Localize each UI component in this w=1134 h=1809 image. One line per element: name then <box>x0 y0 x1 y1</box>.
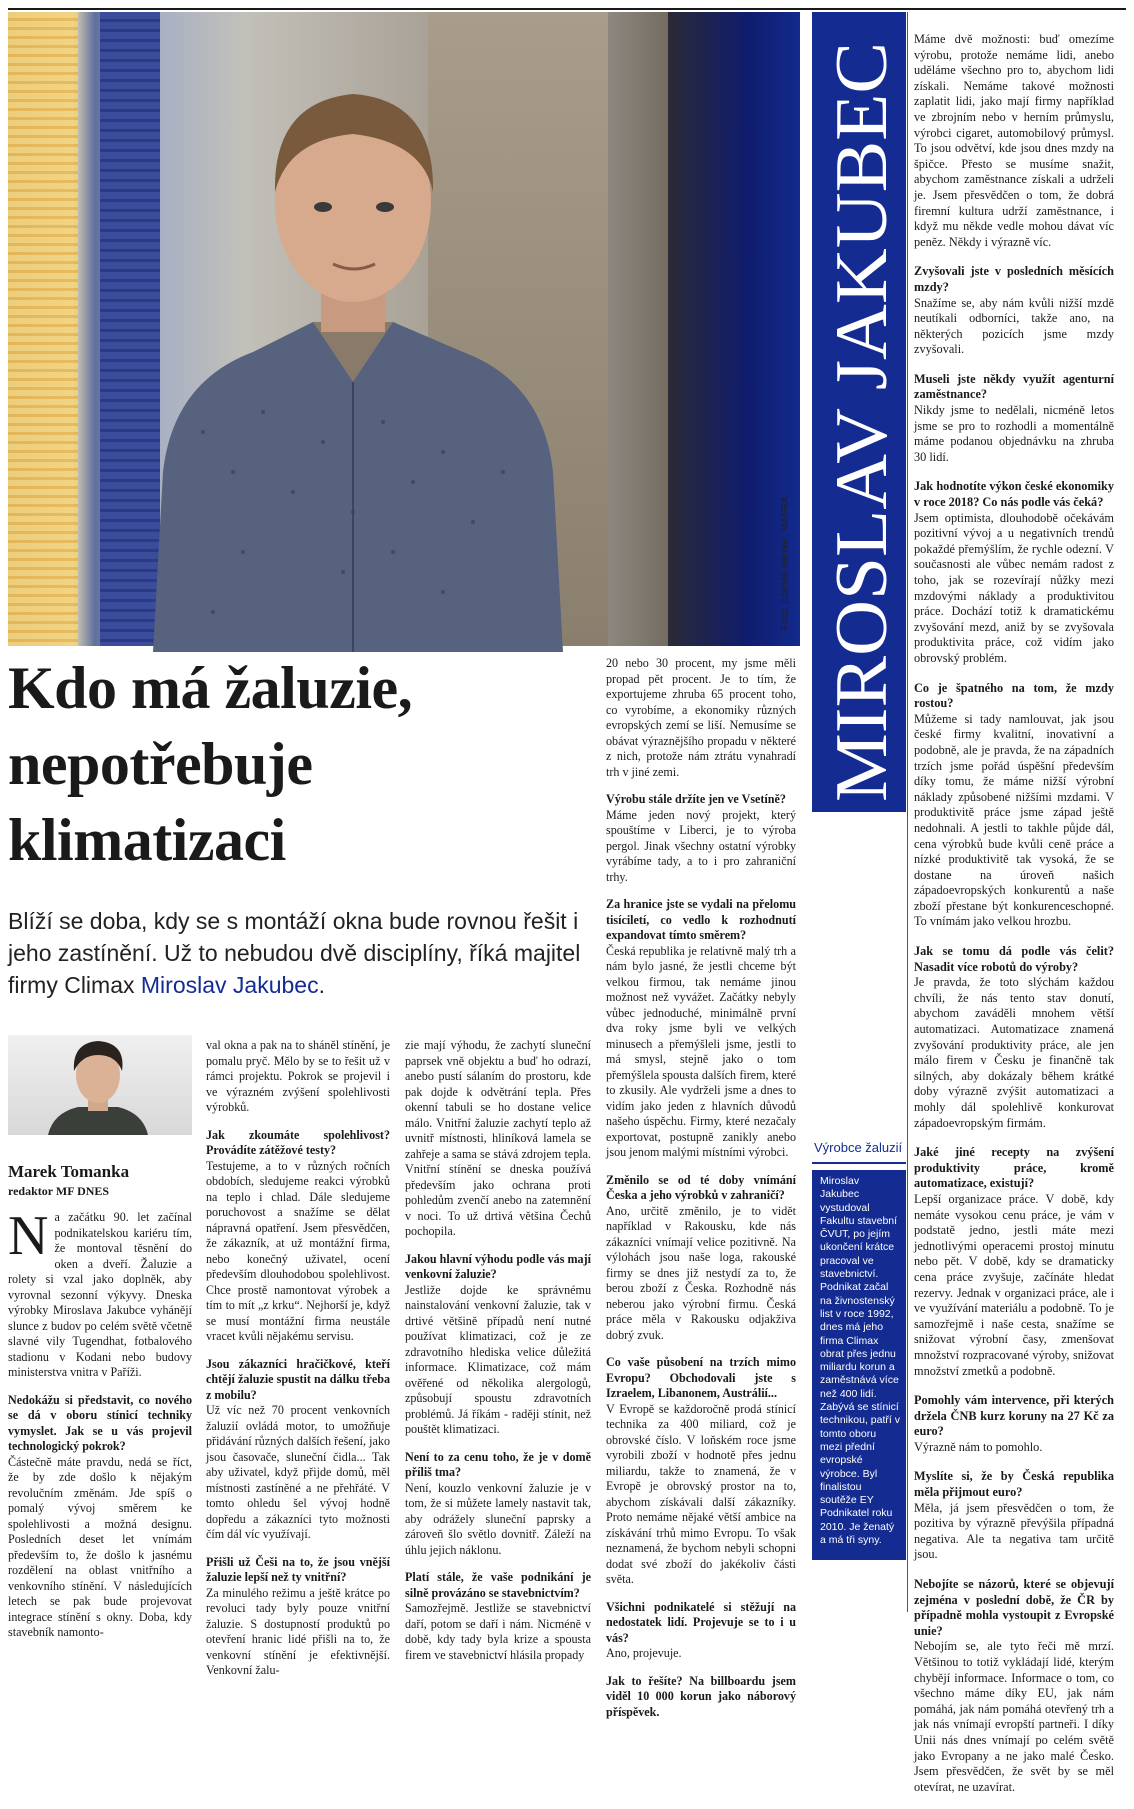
profile-heading: Výrobce žaluzií <box>814 1140 903 1155</box>
answer: Máme jeden nový projekt, který spouštíme v Liberci, je to výroba pergol. Jinak všechny ostatní výrobky vyrábíme tady, a to i pro zahraniční trhy. <box>606 807 796 884</box>
question: Co vaše působení na trzích mimo Evropu? Obchodovali jste s Izraelem, Libanonem, Austrálií... <box>606 1355 796 1400</box>
paragraph: 20 nebo 30 procent, my jsme měli propad pět procent. Je to tím, že exportujeme zhruba 65 procent toho, co vyrobíme, a ekonomiky různých evropských zemí se liší. Nemusíme se obávat výraznějšího propadu v některé z nich, protože nám ztrátu vynahradí trh v jiné zemi. <box>606 656 796 779</box>
profile-rule <box>812 1162 906 1164</box>
lead-name: Miroslav Jakubec <box>140 972 319 998</box>
body-column-2 <box>206 1038 390 1691</box>
headline-line: nepotřebuje <box>8 731 313 797</box>
question: Jaké jiné recepty na zvýšení produktivity práce, kromě automatizace, existují? <box>914 1145 1114 1191</box>
question: Přišli už Češi na to, že jsou vnější žaluzie lepší než ty vnitřní? <box>206 1554 390 1584</box>
question: Nebojíte se názorů, které se objevují zejména v poslední době, že ČR by případně mohla vystoupit z Evropské unie? <box>914 1577 1114 1638</box>
question: Není to za cenu toho, že je v domě příliš tma? <box>405 1449 591 1479</box>
question: Zvyšovali jste v posledních měsících mzdy? <box>914 264 1114 294</box>
answer: Není, kouzlo venkovní žaluzie je v tom, že si můžete lamely nastavit tak, aby odrážely sluneční paprsky a zároveň šlo světlo dovnitř. Záleží na úhlu jejich náklonu. <box>405 1480 591 1557</box>
paragraph: zie mají výhodu, že zachytí sluneční paprsek vně objektu a buď ho odrazí, anebo pustí sálaním do prostoru, kde pak dojde k odvětrání tepla. Přes okenní tabuli se ho dostane velice málo. Vnitřní žaluzie zachytí teplo až uvnitř místnosti, hliníková lamela se zahřeje a sama se stává zdrojem tepla. Vnitřní stínění se dneska používá především jako ochrana proti pohledům zvenčí anebo na zatemnění v noci. To už drtivá většina Čechů pochopila. <box>405 1038 591 1238</box>
author-photo <box>8 1035 192 1135</box>
question: Jak hodnotíte výkon české ekonomiky v roce 2018? Co nás podle vás čeká? <box>914 479 1114 510</box>
name-band-text <box>812 12 906 812</box>
svg-text:MIROSLAV JAKUBEC: MIROSLAV JAKUBEC <box>821 74 903 802</box>
paragraph: val okna a pak na to sháněl stínění, je pomalu pryč. Mělo by se to řešit už v rámci projektu. Pokrok se projevil i ve výrazném zvýšení spolehlivosti výrobků. <box>206 1038 390 1114</box>
answer: Lepší organizace práce. V době, kdy nemáte vysokou cenu práce, je vám v podstatě jedno, jestli máte mezi jednotlivými operacemi prostoj minutu nebo pět. V době, kdy se dramaticky cena práce zvyšuje, začínáte hledat rezervy. Jednak v organizaci práce, ale i ve využívání materiálu a podobně. To je samozřejmě i naše cesta, snažíme se snižovat výrobní časy, zmenšovat množství rozpracované výroby, snižovat množství zmetků a podobně. <box>914 1191 1114 1378</box>
lead-text: Blíží se doba, kdy se s montáží okna bude rovnou řešit i jeho zastínění. Už to nebudou dvě disciplíny, říká majitel firmy Climax <box>8 908 581 998</box>
answer: Nikdy jsme to nedělali, nicméně letos jsme se pro to rozhodli a momentálně máme podanou objednávku na zhruba 30 lidí. <box>914 403 1114 464</box>
question: Za hranice jste se vydali na přelomu tisíciletí, co vedlo k rozhodnutí expandovat tímto směrem? <box>606 897 796 942</box>
answer: V Evropě se každoročně prodá stínicí technika za 400 miliard, což je obrovské číslo. V loňském roce jsme vyrobili zboží v hodnotě přes jednu miliardu, takže to znamená, že v Evropě je obrovský prostor na to, abychom získávali další zákazníky. Proto nemáme nějaké větší ambice na získávání trhů mimo Evropu. To však neznamená, že bychom nebyli schopni dodat své zboží do jakékoliv části světa. <box>606 1401 796 1586</box>
question: Jak se tomu dá podle vás čelit? Nasadit více robotů do výroby? <box>914 944 1114 974</box>
question: Platí stále, že vaše podnikání je silně provázáno se stavebnictvím? <box>405 1570 591 1600</box>
headline <box>8 650 588 878</box>
body-column-4 <box>606 656 796 1720</box>
answer: Je pravda, že toto slýchám každou chvíli, že nás tento stav donutí, abychom zaváděli mnohem větší automatizaci. Automatizace znamená zvyšování produktivity práce, ale jen málo firem v Česku je finančně tak silných, aby dokázaly během krátké doby výrazně zvýšit automatizaci a mohly dál spolehlivě konkurovat západoevropským firmám. <box>914 975 1114 1130</box>
column-divider <box>907 12 908 1612</box>
lead-paragraph <box>8 905 588 1001</box>
man-figure <box>143 52 563 652</box>
question: Jsou zákazníci hračičkové, kteří chtějí žaluzie spustit na dálku třeba z mobilu? <box>206 1356 390 1402</box>
author-role: redaktor MF DNES <box>8 1184 110 1198</box>
headline-line: Kdo má žaluzie, <box>8 655 413 721</box>
portrait-photo <box>8 12 800 646</box>
answer: Nebojím se, ale tyto řeči mě mrzí. Většinou to totiž vykládají lidé, kterým chybějí informace. Informace o tom, co všechno máme díky EU, jak nám pomáhá, jak nám pomáhá otevřený trh a jak nás vnímají evropští partneři. I díky Unii nás dnes vnímají po celém světě jako Evropany a ne jako malé Česko. Jsem přesvědčen, že svět by se měl otevírat, ne uzavírat. <box>914 1639 1114 1794</box>
drop-cap: N <box>8 1205 49 1267</box>
author-figure <box>8 1035 192 1135</box>
question: Výrobu stále držíte jen ve Vsetíně? <box>606 792 786 806</box>
profile-box <box>812 1140 906 1610</box>
question: Jakou hlavní výhodu podle vás mají venkovní žaluzie? <box>405 1251 591 1281</box>
answer: Ano, projevuje. <box>606 1646 682 1660</box>
lead-end: . <box>318 972 325 998</box>
name-band <box>812 12 906 812</box>
answer: Za minulého režimu a ještě krátce po revoluci tady byly pouze vnitřní žaluzie. S dostupností produktů po otevření hranic lidé přišli na to, že venkovní stínění je efektivnější. Venkovní žalu- <box>206 1585 390 1677</box>
question: Nedokážu si představit, co nového se dá v oboru stínicí techniky vymyslet. Jak se u vás projevil technologický pokrok? <box>8 1392 192 1453</box>
question: Všichni podnikatelé si stěžují na nedostatek lidí. Projevuje se to i u vás? <box>606 1599 796 1645</box>
question: Jak zkoumáte spolehlivost? Provádíte zátěžové testy? <box>206 1127 390 1157</box>
question: Myslíte si, že by Česká republika měla přijmout euro? <box>914 1469 1114 1500</box>
answer: Už víc než 70 procent venkovních žaluzií ovládá motor, to umožňuje přidávání různých dalších řešení, jako jsou časovače, sluneční čidla... Tak aby uživatel, když přijde domů, měl místnosti zastíněné a ne přehřáté. V tomto ohledu šel vývoj hodně dopředu a zákazníci tyto možnosti čím dál víc využívají. <box>206 1403 390 1541</box>
answer: Jestliže dojde ke správnému nainstalování venkovní žaluzie, tak v drtivé většině případů není nutné používat klimatizaci, což je ze zdravotního hlediska velice důležitá informace. Klimatizace, což mám ověřené od několika alergologů, způsobují spoustu zdravotních problémů. Já říkám - raději stínit, než pouštět klimatizaci. <box>405 1282 591 1436</box>
sidebar-column <box>914 32 1114 1809</box>
top-rule <box>8 8 1126 10</box>
answer: Výrazně nám to pomohlo. <box>914 1439 1043 1454</box>
paragraph: Máme dvě možnosti: buď omezíme výrobu, protože nemáme lidi, anebo uděláme všechno pro to, abychom lidi získali. Nemáme takové možnosti zaplatit lidi, jako mají firmy například ve zbrojním nebo v herním průmyslu, výrobci cigaret, automobilový průmysl. To jsou odvětví, kde jsou dnes mzdy na špičce. Přesto se musíme snažit, abychom zaměstnance získali a udrželi je. Jsem přesvědčen o tom, že dobrá firemní kultura udrží zaměstnance, i když mu někde vedle mohou dávat víc peněz. Někdy i výrazně víc. <box>914 32 1114 249</box>
author-name: Marek Tomanka <box>8 1162 130 1181</box>
answer: Česká republika je relativně malý trh a nám bylo jasné, že jestli chceme být velkou firmou, tak nemáme jinou možnost než vyvážet. Začátky nebyly vůbec jednoduché, minimálně první dva roky jsme byli ve velkých minusech a přemýšleli jsme, jestli to má smysl, stejně jako o tom přemýšlela spousta dalších firem, které to zkusily. Ale vydrželi jsme a dnes to vidím jako jeden z hlavních důvodů našeho úspěchu. Firmy, které nezačaly exportovat, postupně zanikly anebo jsou jenom malými místními výrobci. <box>606 943 796 1159</box>
intro-text: a začátku 90. let začínal podnikatelskou kariéru tím, že montoval těsnění do oken a dveří. Žaluzie a rolety si vzal jako doplněk, aby vyrovnal sezonní výkyvy. Dneska výrobky Miroslava Jakubce vyhánějí slunce z budov po celém světě včetně slavné vily Tugendhat, fotbalového stadionu v Kodani nebo budovy ministerstva vnitra v Paříži. <box>8 1210 192 1379</box>
headline-line: klimatizaci <box>8 807 286 873</box>
question: Co je špatného na tom, že mzdy rostou? <box>914 680 1114 711</box>
body-column-1 <box>8 1205 192 1653</box>
answer: Měla, já jsem přesvědčen o tom, že pozitiva by výrazně převýšila případná negativa. Ale ta negativa tam určitě jsou. <box>914 1500 1114 1562</box>
answer: Testujeme, a to v různých ročních obdobích, sledujeme reakci výrobků na teplo i chlad. Dále sledujeme poruchovost a snažíme se dělat nápravná opatření. Jsem přesvědčen, že zákazník, at už montážní firma, nebo konečný uživatel, ocení především dlouhodobou spolehlivost. Chce prostě namontovat výrobek a tím to mít „z krku“. Nejhorší je, když se musí montážní firma neustále vracet kvůli nějakému servisu. <box>206 1158 390 1343</box>
question: Jak to řešíte? Na billboardu jsem viděl 10 000 korun jako náborový příspěvek. <box>606 1673 796 1719</box>
answer: Jsem optimista, dlouhodobě očekávám pozitivní vývoj a u negativních trendů pokaždé přemýšlím, že rychle odezní. V současnosti ale vůbec nemám radost z toho, jak se rozevírají nůžky mezi mzdovými náklady a produktivitou práce. Dochází totiž k dramatickému zvyšování mezd, aniž by se zvyšovala produktivita práce, což vidím jako obrovský problém. <box>914 510 1114 665</box>
answer: Můžeme si tady namlouvat, jak jsou české firmy kvalitní, inovativní a podobně, ale je pravda, že na západních trzích jsme pořád úspěšní především díky tomu, že máme nižší výrobní náklady způsobené nižšími mzdami. V produktivitě práce jsme západ ještě nedohnali. A jestli to takhle půjde dál, cena výrobků bude kvůli ceně práce a nízké produktivitě tak vysoká, že se dostane na úroveň našich západoevropských konkurentů a naše zboží přestane být konkurenceschopné. To vnímám jako velkou hrozbu. <box>914 711 1114 929</box>
answer: Ano, určitě změnilo, je to vidět například v Rakousku, kde nás zákazníci vnímají velice pozitivně. Na výlohách jsou naše loga, rakouské firmy se dnes již nestydí za to, že berou zboží z Česka. Rozhodně nás neberou jako výrobní firmu. Česká práce měla v Rakousku odjakživa dobrý zvuk. <box>606 1203 796 1342</box>
answer: Snažíme se, aby nám kvůli nižší mzdě neutíkali odborníci, takže ano, na některých pozicích jsme mzdy zvyšovali. <box>914 295 1114 357</box>
question: Pomohly vám intervence, při kterých držela ČNB kurz koruny na 27 Kč za euro? <box>914 1393 1114 1439</box>
question: Změnilo se od té doby vnímání Česka a jeho výrobků v zahraničí? <box>606 1172 796 1202</box>
body-column-3 <box>405 1038 591 1675</box>
question: Museli jste někdy využít agenturní zaměstnance? <box>914 371 1114 402</box>
yellow-blind <box>8 12 78 646</box>
answer: Samozřejmě. Jestliže se stavebnictví daří, potom se daří i nám. Nicméně v době, kdy tady byla krize a spousta firem ve stavebnictví hlásila propady <box>405 1601 591 1662</box>
photo-credit: Foto: Zdeněk Němec, MAFRA <box>780 496 791 630</box>
answer: Částečně máte pravdu, nedá se říct, že by zde došlo k nějakým revolučním změnám. Jde spíš o pomalý vývoj směrem ke spolehlivosti a možná designu. Posledních deset let vnímám především to, že došlo k jasnému rozdělení na oblast vnitřního a venkovního stínění. V následujících letech se pak bude projevovat integrace stínění s okny. Doba, kdy stavebník namonto- <box>8 1454 192 1639</box>
profile-text: Miroslav Jakubec vystudoval Fakultu stavební ČVUT, po jejím ukončení krátce pracoval ve stavebnictví. Podnikat začal na živnostenský list v roce 1992, dnes má jeho firma Climax obrat přes jednu miliardu korun a zaměstnává více než 400 lidí. Zabývá se stínicí technikou, patří v tomto oboru mezi přední evropské výrobce. Byl finalistou soutěže EY Podnikatel roku 2010. Je ženatý a má tři syny. <box>812 1170 906 1560</box>
